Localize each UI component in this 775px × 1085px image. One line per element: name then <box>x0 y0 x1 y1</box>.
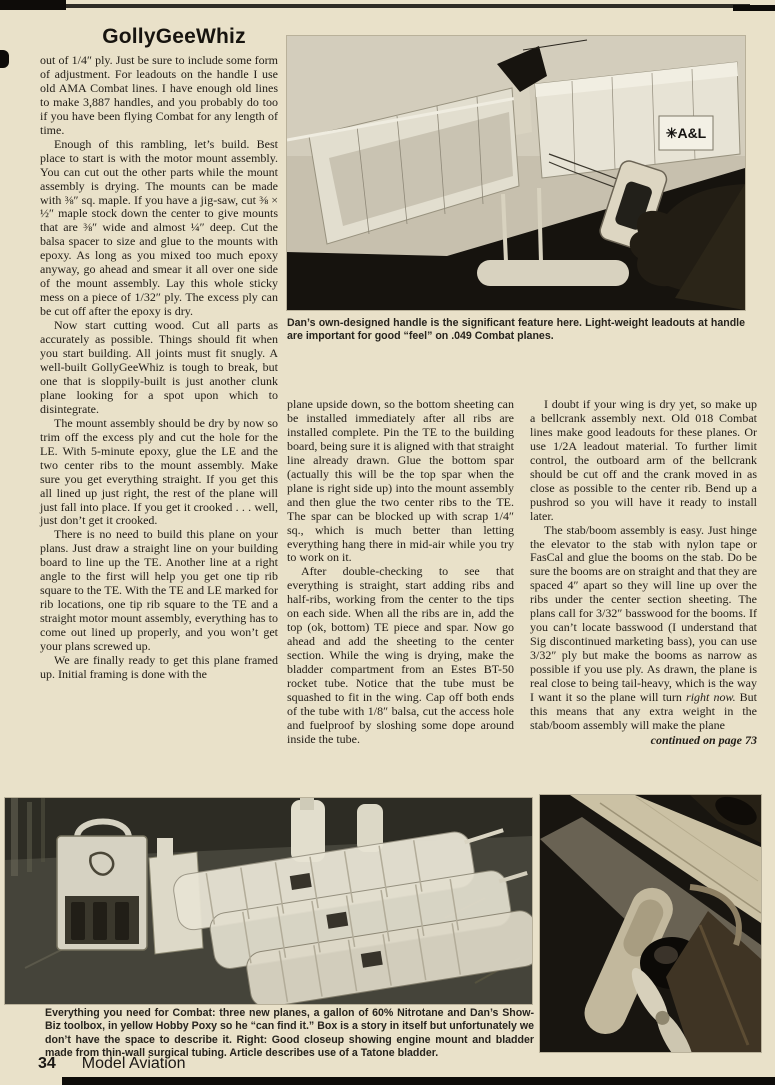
scan-artifact-bottom-bar <box>62 1077 775 1085</box>
paragraph-text: But this means that any extra weight in the stab/boom assembly will make the plane <box>530 690 758 732</box>
paragraph: We are finally ready to get this plane framed up. Initial framing is done with the <box>40 652 278 681</box>
emphasized-text: right now. <box>686 690 736 705</box>
decal-text: ✳A&L <box>665 125 707 141</box>
text-column-3 <box>530 398 757 748</box>
photo-bottom-left-illustration <box>5 798 532 1004</box>
photo-engine-mount-closeup <box>540 795 761 1052</box>
photo-caption-top: Dan’s own-designed handle is the significant feature here. Light-weight leadouts at handle are important for good “feel” on .049 Combat planes. <box>287 317 745 343</box>
paragraph: The mount assembly should be dry by now so trim off the excess ply and cut the hole for the LE. With 5-minute epoxy, glue the LE and the two center ribs to the mount assembly. Make sure you get everything straight. If you get this all lined up just right, the rest of the plane will just fall into place. If you get it crooked . . . well, just don’t get it crooked. <box>40 415 278 528</box>
text-column-1 <box>40 54 278 682</box>
photo-top-illustration <box>287 36 745 310</box>
scan-artifact-top-line <box>60 4 750 8</box>
page-number: 34 <box>38 1055 56 1072</box>
scan-artifact-top-left <box>0 0 66 10</box>
paragraph <box>530 524 757 733</box>
paragraph-text: The stab/boom assembly is easy. Just hinge the elevator to the stab with nylon tape or FasCal and glue the booms on the stab. Do be sure the booms are on straight and that they are spaced 4″ apart so they will line up over the ribs under the center section sheeting. The plans call for 3/32″ basswood for the booms. If you can’t locate basswood (I understand that Sig discontinued marketing bass), you can use 3/32″ ply but make the booms as narrow as possible if you use ply. As drawn, the plane is real close to being tail-heavy, which is the way I want it so the plane will turn <box>530 522 757 705</box>
paragraph: Enough of this rambling, let’s build. Best place to start is with the motor mount assembly. You can cut out the other parts while the mount assembly is drying. The mounts can be made with ⅜″ sq. maple. If you have a jig-saw, cut ⅜ × ½″ maple stock down the center to give mounts that are ⅜″ wide and almost ¼″ deep. Cut the balsa spacer to size and glue to the mounts with epoxy. As long as you mixed too much epoxy anyway, go ahead and smear it all over one side of the mount assembly. Lay this whole sticky mess on a piece of 1/32″ ply. The excess ply can be cut off after the epoxy is dry. <box>40 136 278 319</box>
photo-handle-and-wing <box>287 36 745 310</box>
paragraph: Now start cutting wood. Cut all parts as accurately as possible. Things should fit when you start building. All joints must fit snugly. A well-built GollyGeeWhiz is tough to break, but one that is sloppily-built is just another clunk plane looking for a spot upon which to disintegrate. <box>40 318 278 416</box>
paragraph: After double-checking to see that everything is straight, start adding ribs and half-ribs, working from the center to the tips on each side. When all the ribs are in, add the top (ok, bottom) TE piece and spar. Now go ahead and add the sheeting to the center section. While the wing is drying, make the bladder compartment from an Estes BT-50 rocket tube. Notice that the tube must be squashed to fit in the wing. Cap off both ends of the tube with 1/8″ balsa, cut the access hole and fuelproof by sloshing some dope around inside the tube. <box>287 564 514 746</box>
paragraph: There is no need to build this plane on your plans. Just draw a straight line on your building board to line up the TE. Another line at a right angle to the first will help you get one tip rib square to the TE. With the TE and LE marked for rib locations, one tip rib square to the TE and a straight motor mount assembly, everything has to come out lined up properly, and you won’t get your plans screwed up. <box>40 527 278 654</box>
paragraph: plane upside down, so the bottom sheeting can be installed immediately after all ribs are installed complete. Pin the TE to the building board, being sure it is aligned with that straight line already drawn. Glue the bottom spar (actually this will be the top spar when the plane is right side up) into the mount assembly and then glue the two center ribs to the TE. The spar can be blocked up with scrap 1/4″ sq., which is much better than letting everything hang there in mid-air while you try to work on it. <box>287 397 514 565</box>
page-footer <box>38 1055 186 1073</box>
photo-bottom-right-illustration <box>540 795 761 1052</box>
photo-caption-bottom: Everything you need for Combat: three new planes, a gallon of 60% Nitrotane and Dan’s Show-Biz toolbox, in yellow Hobby Poxy so he “can find it.” Box is a story in itself but unfortunately we don’t have the space to describe it. Right: Good closeup showing engine mount and bladder made from thin-wall surgical tubing. Article describes use of a Tatone bladder. <box>45 1007 534 1060</box>
photo-combat-planes <box>5 798 532 1004</box>
text-column-2 <box>287 398 514 747</box>
scan-artifact-top-right <box>733 5 775 11</box>
scan-artifact-left-blob <box>0 50 9 68</box>
paragraph: I doubt if your wing is dry yet, so make up a bellcrank assembly next. Old 018 Combat lines make good leadouts for these planes. Or use 1/2A leadout material. To further limit control, the outboard arm of the bellcrank should be cut off and the crank moved in as close as possible to the center rib. Bend up a pushrod so you will have it ready to install later. <box>530 397 757 523</box>
paragraph: out of 1/4″ ply. Just be sure to include some form of adjustment. For leadouts on the handle I use old AMA Combat lines. I have enough old lines to make 3,887 handles, and you probably do too if you have been flying Combat for any length of time. <box>40 53 278 137</box>
continued-on-page-note: continued on page 73 <box>650 732 757 747</box>
toolbox <box>57 822 147 951</box>
magazine-name: Model Aviation <box>81 1055 186 1072</box>
article-title: GollyGeeWhiz <box>102 25 246 48</box>
